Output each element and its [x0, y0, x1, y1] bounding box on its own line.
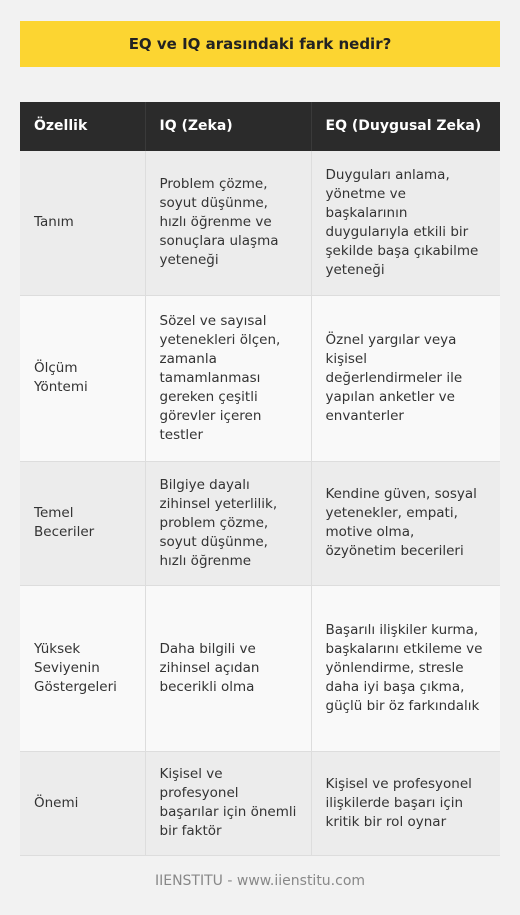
- iq-cell: Problem çözme, soyut düşünme, hızlı öğrenme ve sonuçlara ulaşma yeteneği: [145, 151, 311, 295]
- header-iq: IQ (Zeka): [145, 102, 311, 151]
- eq-cell: Başarılı ilişkiler kurma, başkalarını etkileme ve yönlendirme, stresle daha iyi başa çıkma, güçlü bir öz farkındalık: [311, 585, 500, 751]
- footer-credit: IIENSTITU - www.iienstitu.com: [154, 873, 366, 889]
- eq-cell: Kendine güven, sosyal yetenekler, empati, motive olma, özyönetim becerileri: [311, 461, 500, 585]
- row-label: Önemi: [20, 751, 145, 855]
- row-label: Temel Beceriler: [20, 461, 145, 585]
- iq-cell: Bilgiye dayalı zihinsel yeterlilik, problem çözme, soyut düşünme, hızlı öğrenme: [145, 461, 311, 585]
- table-row: [20, 751, 500, 855]
- page-title: EQ ve IQ arasındaki fark nedir?: [20, 21, 500, 67]
- table-row: [20, 151, 500, 295]
- comparison-table: [20, 102, 500, 856]
- eq-cell: Duyguları anlama, yönetme ve başkalarının duygularıyla etkili bir şekilde başa çıkabilme yeteneği: [311, 151, 500, 295]
- table-row: [20, 461, 500, 585]
- row-label: Yüksek Seviyenin Göstergeleri: [20, 585, 145, 751]
- table-row: [20, 585, 500, 751]
- header-eq: EQ (Duygusal Zeka): [311, 102, 500, 151]
- iq-cell: Kişisel ve profesyonel başarılar için önemli bir faktör: [145, 751, 311, 855]
- table-row: [20, 295, 500, 461]
- row-label: Ölçüm Yöntemi: [20, 295, 145, 461]
- row-label: Tanım: [20, 151, 145, 295]
- eq-cell: Kişisel ve profesyonel ilişkilerde başarı için kritik bir rol oynar: [311, 751, 500, 855]
- eq-cell: Öznel yargılar veya kişisel değerlendirmeler ile yapılan anketler ve envanterler: [311, 295, 500, 461]
- header-feature: Özellik: [20, 102, 145, 151]
- iq-cell: Daha bilgili ve zihinsel açıdan becerikli olma: [145, 585, 311, 751]
- table-header-row: [20, 102, 500, 151]
- iq-cell: Sözel ve sayısal yetenekleri ölçen, zamanla tamamlanması gereken çeşitli görevler içeren testler: [145, 295, 311, 461]
